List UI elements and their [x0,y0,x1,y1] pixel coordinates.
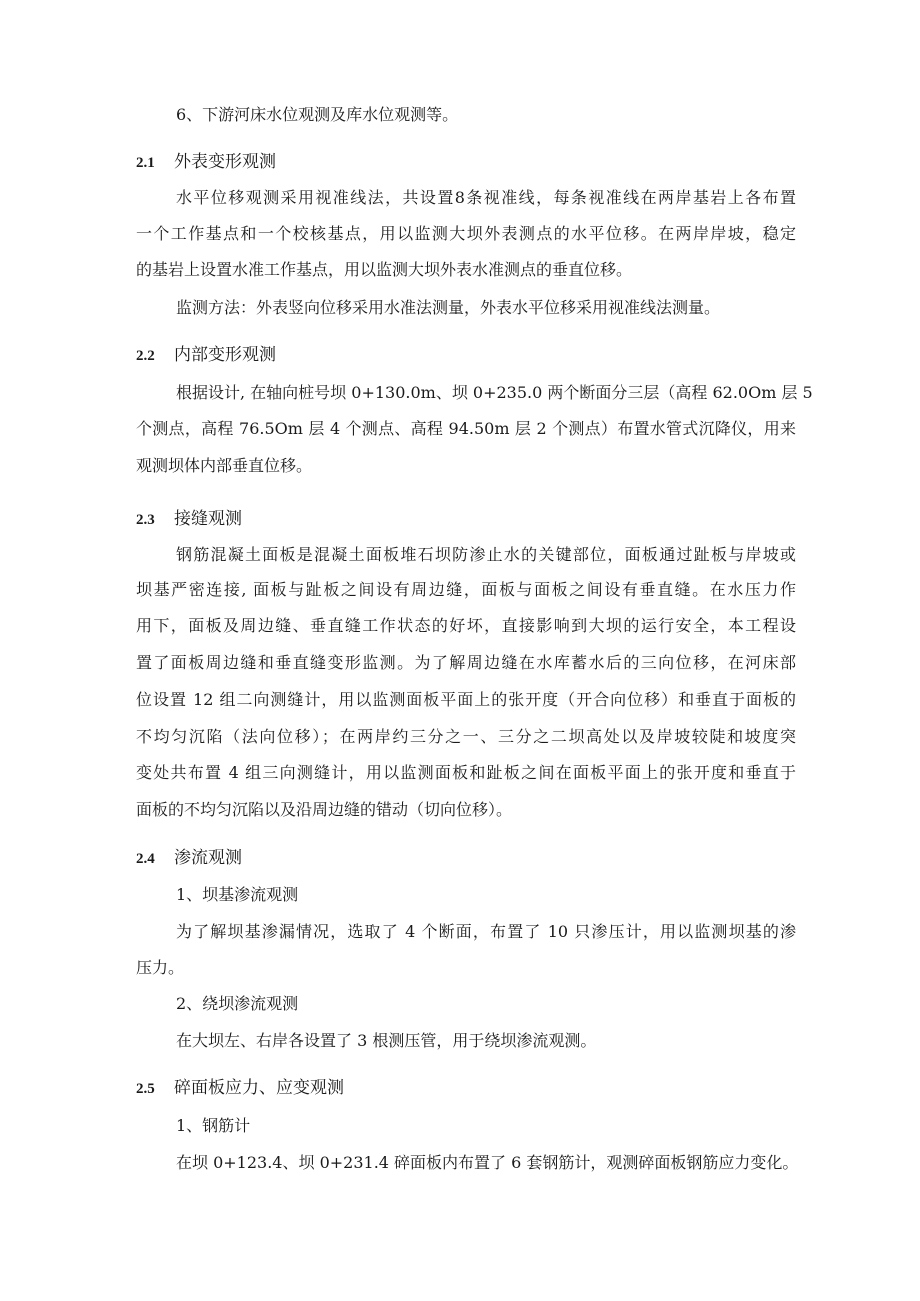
section-title: 外表变形观测 [174,152,276,172]
paragraph-line: 监测方法：外表竖向位移采用水准法测量，外表水平位移采用视准线法测量。 [176,298,721,317]
section-heading-2-3 [136,508,796,531]
paragraph-line: 位设置 12 组二向测缝计，用以监测面板平面上的张开度（开合向位移）和垂直于面板的 [136,690,796,709]
section-number: 2.2 [136,348,155,364]
paragraph-line: 在坝 0+123.4、坝 0+231.4 碎面板内布置了 6 套钢筋计，观测碎面板钢筋应力变化。 [176,1153,799,1172]
intro-list-item: 6、下游河床水位观测及库水位观测等。 [176,105,459,124]
section-number: 2.1 [136,155,155,171]
sub-item-heading: 2、绕坝渗流观测 [176,994,299,1013]
paragraph-line: 置了面板周边缝和垂直缝变形监测。为了解周边缝在水库蓄水后的三向位移，在河床部 [136,653,796,672]
paragraph-line: 为了解坝基渗漏情况，选取了 4 个断面，布置了 10 只渗压计，用以监测坝基的渗 [176,922,796,941]
paragraph-line: 的基岩上设置水准工作基点，用以监测大坝外表水准测点的垂直位移。 [136,260,633,279]
section-number: 2.4 [136,851,155,867]
sub-item-heading: 1、钢筋计 [176,1116,251,1135]
paragraph-line: 一个工作基点和一个校核基点，用以监测大坝外表测点的水平位移。在两岸岸坡，稳定 [136,224,796,243]
section-heading-2-4 [136,847,796,870]
paragraph-line: 钢筋混凝土面板是混凝土面板堆石坝防渗止水的关键部位，面板通过趾板与岸坡或 [176,545,796,564]
paragraph-line: 坝基严密连接, 面板与趾板之间设有周边缝，面板与面板之间设有垂直缝。在水压力作 [136,580,796,599]
section-title: 碎面板应力、应变观测 [174,1078,344,1098]
paragraph-line: 面板的不均匀沉陷以及沿周边缝的错动（切向位移）。 [136,800,513,819]
paragraph-line: 压力。 [136,958,185,977]
paragraph-line: 在大坝左、右岸各设置了 3 根测压管，用于绕坝渗流观测。 [176,1031,597,1050]
section-heading-2-5 [136,1077,796,1100]
paragraph-line: 变处共布置 4 组三向测缝计，用以监测面板和趾板之间在面板平面上的张开度和垂直于 [136,763,796,782]
section-title: 渗流观测 [174,848,242,868]
sub-item-heading: 1、坝基渗流观测 [176,885,299,904]
section-title: 接缝观测 [174,509,242,529]
paragraph-line: 根据设计, 在轴向桩号坝 0+130.0m、坝 0+235.0 两个断面分三层（高程 62.0Om 层 5 [176,383,813,402]
section-heading-2-2 [136,344,796,367]
paragraph-line: 水平位移观测采用视准线法，共设置8条视准线，每条视准线在两岸基岩上各布置 [176,188,796,207]
section-title: 内部变形观测 [174,345,276,365]
paragraph-line: 用下，面板及周边缝、垂直缝工作状态的好坏，直接影响到大坝的运行安全，本工程设 [136,616,796,635]
paragraph-line: 个测点，高程 76.5Om 层 4 个测点、高程 94.50m 层 2 个测点）布置水管式沉降仪，用来 [136,419,796,438]
section-number: 2.5 [136,1081,155,1097]
paragraph-line: 观测坝体内部垂直位移。 [136,456,313,475]
section-heading-2-1 [136,151,796,174]
paragraph-line: 不均匀沉陷（法向位移）；在两岸约三分之一、三分之二坝高处以及岸坡较陡和坡度突 [136,727,796,746]
section-number: 2.3 [136,512,155,528]
